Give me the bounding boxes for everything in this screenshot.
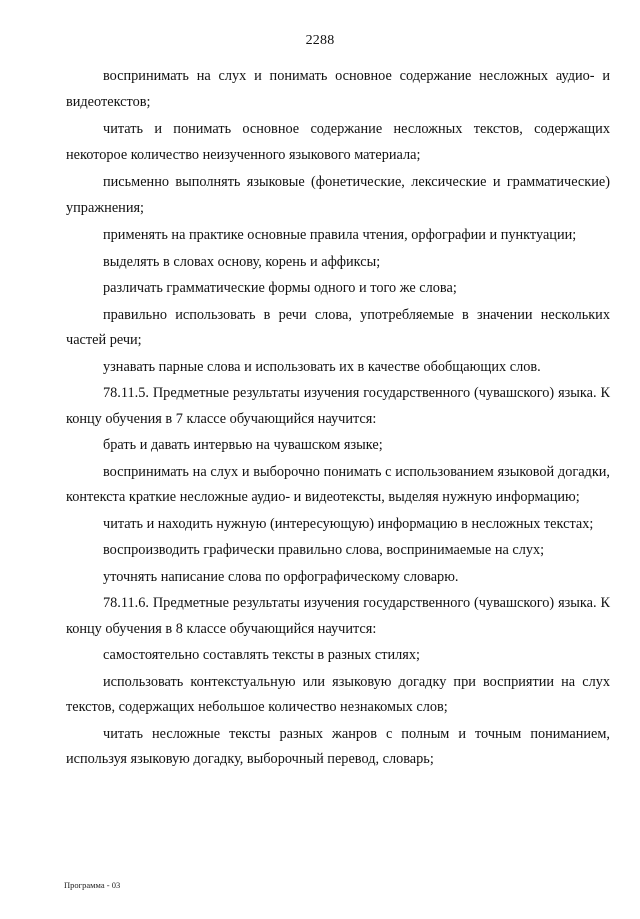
paragraph: брать и давать интервью на чувашском языке; [103,437,383,453]
paragraph: читать и находить нужную (интересующую) информацию в несложных текстах; [103,515,594,532]
paragraph: читать и понимать основное содержание несложных текстов, содержащих некоторое количество неизученного языкового материала; [66,121,610,163]
document-body [66,64,610,773]
paragraph: воспроизводить графически правильно слова, воспринимаемые на слух; [103,542,545,558]
section-heading-paragraph: 78.11.6. Предметные результаты изучения государственного (чувашского) языка. К концу обучения в 8 классе обучающийся научится: [66,595,610,637]
paragraph: уточнять написание слова по орфографическому словарю. [103,568,459,585]
paragraph: правильно использовать в речи слова, употребляемые в значении нескольких частей речи; [66,306,610,348]
page-footer: Программа - 03 [64,880,121,890]
paragraph: самостоятельно составлять тексты в разных стилях; [103,647,420,663]
paragraph: воспринимать на слух и понимать основное содержание несложных аудио- и видеотекстов; [66,68,610,110]
paragraph: использовать контекстуальную или языковую догадку при восприятии на слух текстов, содержащих небольшое количество незнакомых слов; [66,673,610,715]
paragraph: читать несложные тексты разных жанров с полным и точным пониманием, используя языковую догадку, выборочный перевод, словарь; [66,725,610,767]
paragraph: узнавать парные слова и использовать их в качестве обобщающих слов. [103,358,541,375]
paragraph: воспринимать на слух и выборочно понимать с использованием языковой догадки, контекста краткие несложные аудио- и видеотексты, выделяя нужную информацию; [66,463,610,505]
paragraph: различать грамматические формы одного и того же слова; [103,280,457,296]
section-heading-paragraph: 78.11.5. Предметные результаты изучения государственного (чувашского) языка. К концу обучения в 7 классе обучающийся научится: [66,385,610,427]
paragraph: применять на практике основные правила чтения, орфографии и пунктуации; [103,227,577,243]
paragraph: письменно выполнять языковые (фонетические, лексические и грамматические) упражнения; [66,174,610,216]
page-number: 2288 [305,33,335,48]
paragraph: выделять в словах основу, корень и аффиксы; [103,253,381,270]
